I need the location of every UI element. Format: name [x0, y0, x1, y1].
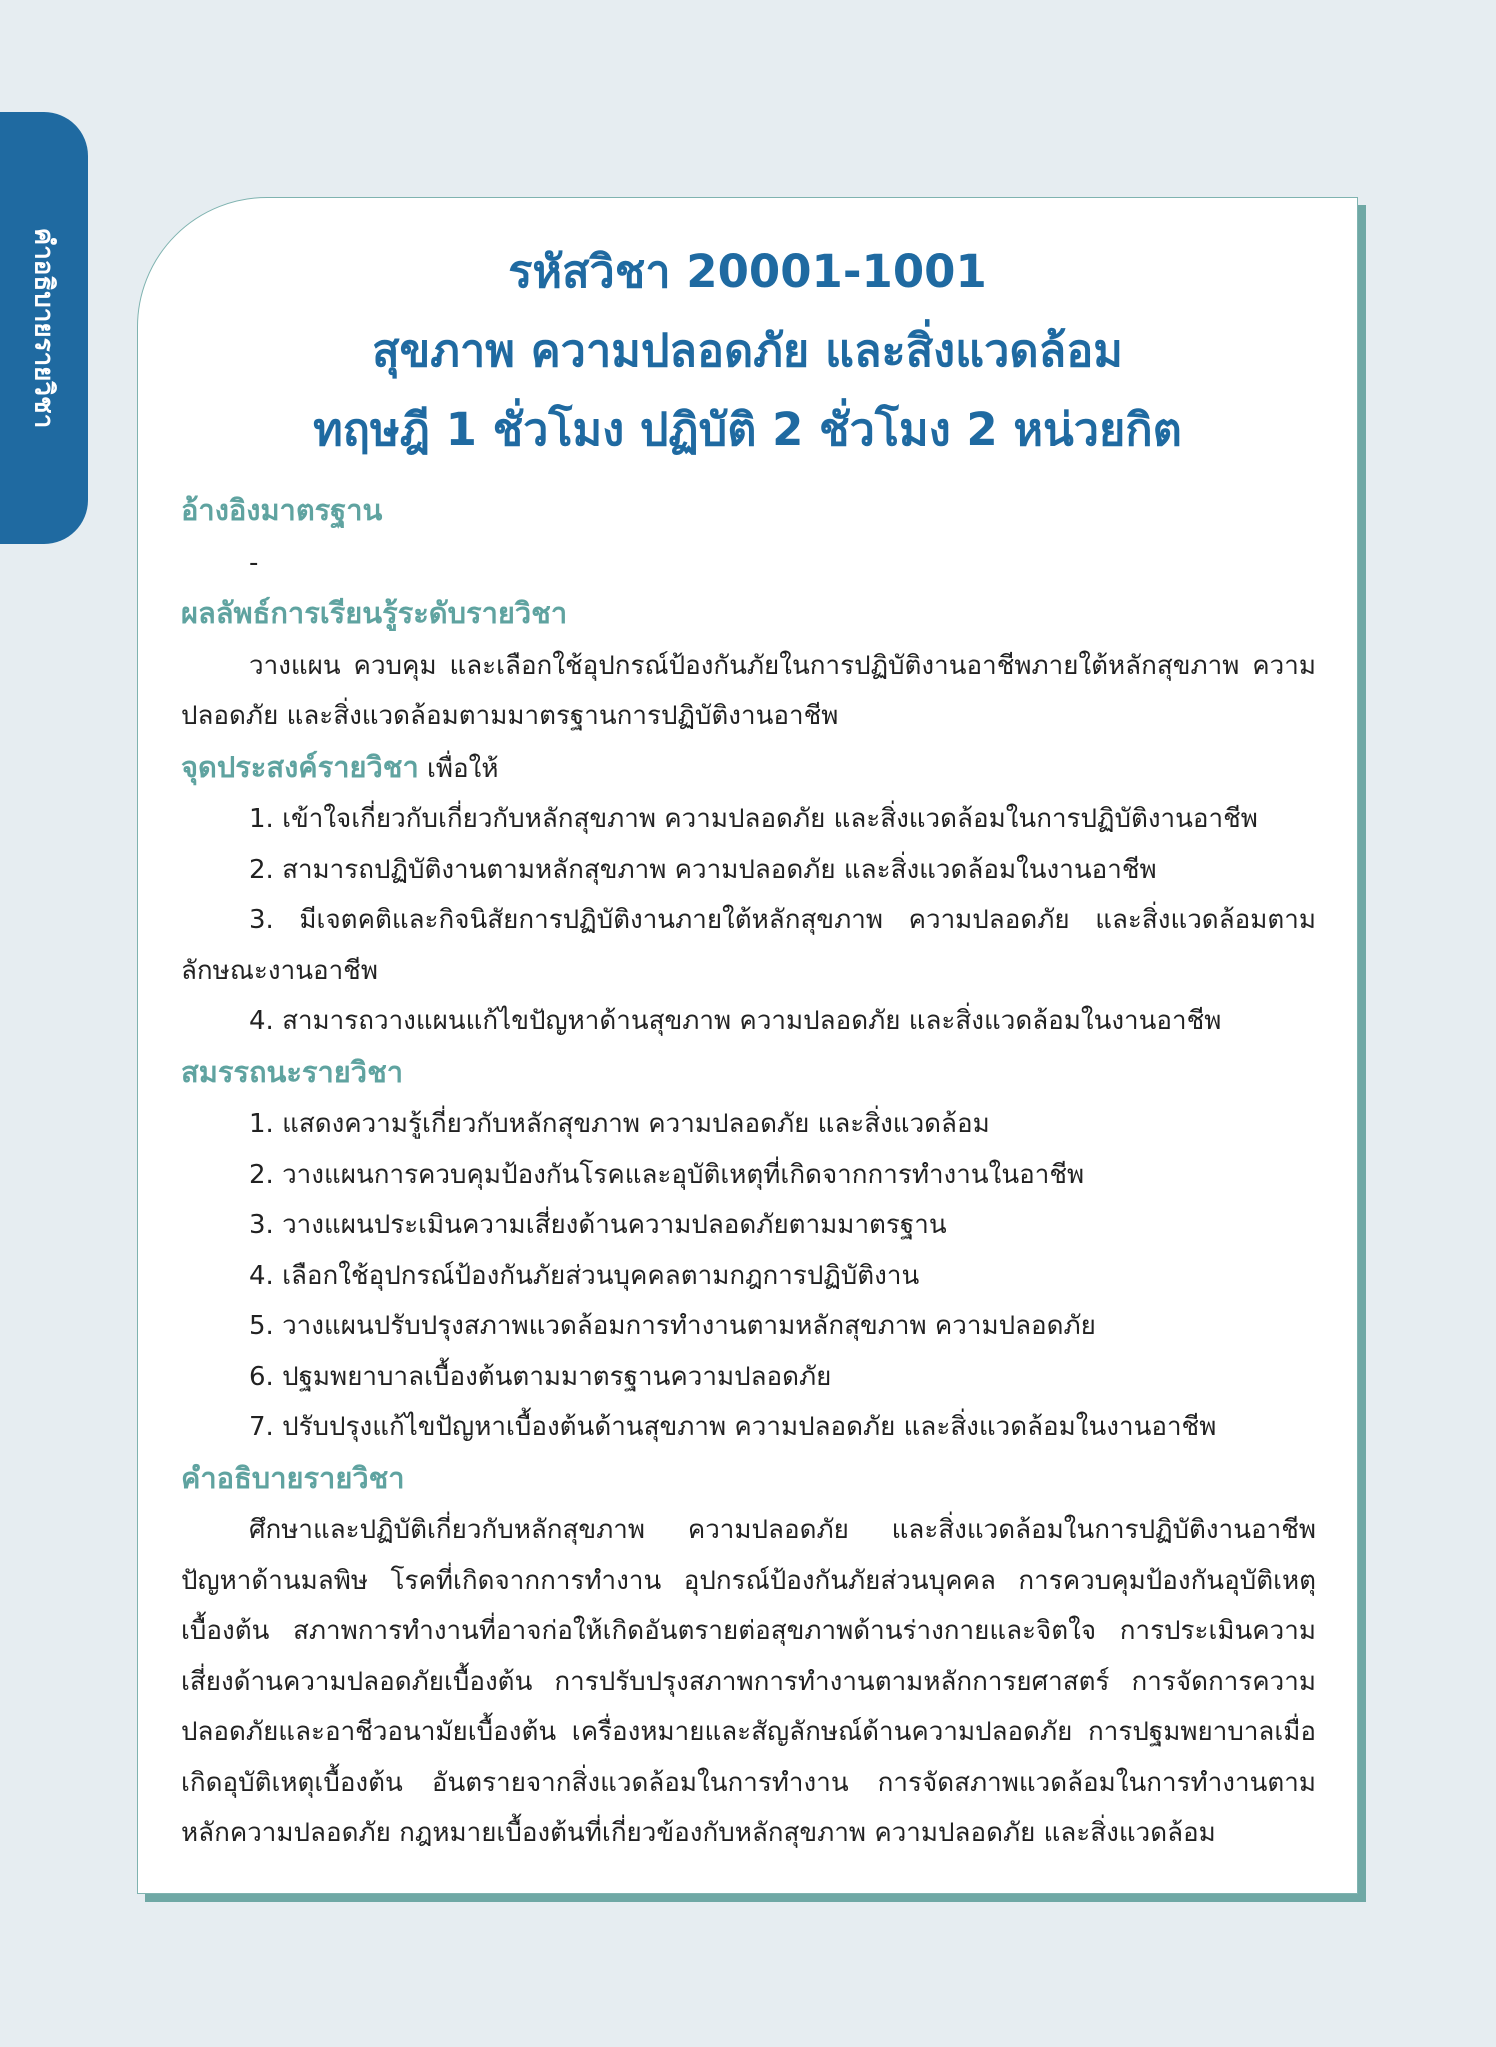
description-text: ศึกษาและปฏิบัติเกี่ยวกับหลักสุขภาพ ความปลอดภัย และสิ่งแวดล้อมในการปฏิบัติงานอาชีพ ปัญหาด้านมลพิษ โรคที่เกิดจากการทำงาน อุปกรณ์ป้องกันภัยส่วนบุคคล การควบคุมป้องกันอุบัติเหตุเบื้องต้น สภาพการทำงานที่อาจก่อให้เกิดอันตรายต่อสุขภาพด้านร่างกายและจิตใจ การประเมินความเสี่ยงด้านความปลอดภัยเบื้องต้น การปรับปรุงสภาพการทำงานตามหลักการยศาสตร์ การจัดการความปลอดภัยและอาชีวอนามัยเบื้องต้น เครื่องหมายและสัญลักษณ์ด้านความปลอดภัย การปฐมพยาบาลเมื่อเกิดอุบัติเหตุเบื้องต้น อันตรายจากสิ่งแวดล้อมในการทำงาน การจัดสภาพแวดล้อมในการทำงานตามหลักความปลอดภัย กฎหมายเบื้องต้นที่เกี่ยวข้องกับหลักสุขภาพ ความปลอดภัย และสิ่งแวดล้อม [181, 1515, 1316, 1848]
side-tab-label: คำอธิบายรายวิชา [28, 227, 59, 429]
description-heading: คำอธิบายรายวิชา [181, 1460, 405, 1495]
objectives-suffix: เพื่อให้ [418, 753, 499, 784]
course-name-title: สุขภาพ ความปลอดภัย และสิ่งแวดล้อม [372, 324, 1123, 377]
course-hours-title: ทฤษฎี 1 ชั่วโมง ปฏิบัติ 2 ชั่วโมง 2 หน่วยกิต [313, 403, 1182, 456]
standard-reference-value: - [249, 547, 259, 578]
description-section [181, 1453, 1316, 1506]
learning-outcome-section [181, 588, 1316, 641]
objectives-section [181, 742, 1316, 795]
competencies-heading: สมรรถนะรายวิชา [181, 1054, 404, 1089]
learning-outcome-text: วางแผน ควบคุม และเลือกใช้อุปกรณ์ป้องกันภัยในการปฏิบัติงานอาชีพภายใต้หลักสุขภาพ ความปลอดภัย และสิ่งแวดล้อมตามมาตรฐานการปฏิบัติงานอาชีพ [181, 650, 1316, 731]
objective-item: 1. เข้าใจเกี่ยวกับเกี่ยวกับหลักสุขภาพ ความปลอดภัย และสิ่งแวดล้อมในการปฏิบัติงานอาชีพ [249, 804, 1258, 834]
competency-item: 6. ปฐมพยาบาลเบื้องต้นตามมาตรฐานความปลอดภัย [249, 1361, 832, 1392]
competency-item: 7. ปรับปรุงแก้ไขปัญหาเบื้องต้นด้านสุขภาพ ความปลอดภัย และสิ่งแวดล้อมในงานอาชีพ [249, 1412, 1217, 1442]
competencies-section [181, 1047, 1316, 1100]
competency-item: 3. วางแผนประเมินความเสี่ยงด้านความปลอดภัยตามมาตรฐาน [249, 1210, 947, 1240]
competency-item: 4. เลือกใช้อุปกรณ์ป้องกันภัยส่วนบุคคลตามกฎการปฏิบัติงาน [249, 1260, 920, 1291]
course-code-title: รหัสวิชา 20001-1001 [508, 245, 987, 298]
course-content [181, 485, 1316, 1859]
objective-item: 4. สามารถวางแผนแก้ไขปัญหาด้านสุขภาพ ความปลอดภัย และสิ่งแวดล้อมในงานอาชีพ [249, 1006, 1222, 1036]
learning-outcome-heading: ผลลัพธ์การเรียนรู้ระดับรายวิชา [181, 596, 568, 630]
course-title [137, 232, 1358, 469]
competency-item: 2. วางแผนการควบคุมป้องกันโรคและอุบัติเหตุที่เกิดจากการทำงานในอาชีพ [249, 1159, 1085, 1190]
competency-item: 5. วางแผนปรับปรุงสภาพแวดล้อมการทำงานตามหลักสุขภาพ ความปลอดภัย [249, 1311, 1096, 1341]
objective-item: 3. มีเจตคติและกิจนิสัยการปฏิบัติงานภายใต้หลักสุขภาพ ความปลอดภัย และสิ่งแวดล้อมตามลักษณะงานอาชีพ [181, 905, 1316, 986]
objectives-heading: จุดประสงค์รายวิชา [181, 749, 419, 784]
competency-item: 1. แสดงความรู้เกี่ยวกับหลักสุขภาพ ความปลอดภัย และสิ่งแวดล้อม [249, 1109, 990, 1139]
standard-reference-heading: อ้างอิงมาตรฐาน [181, 493, 383, 527]
objective-item: 2. สามารถปฏิบัติงานตามหลักสุขภาพ ความปลอดภัย และสิ่งแวดล้อมในงานอาชีพ [249, 854, 1157, 885]
standard-reference-section [181, 485, 1316, 538]
